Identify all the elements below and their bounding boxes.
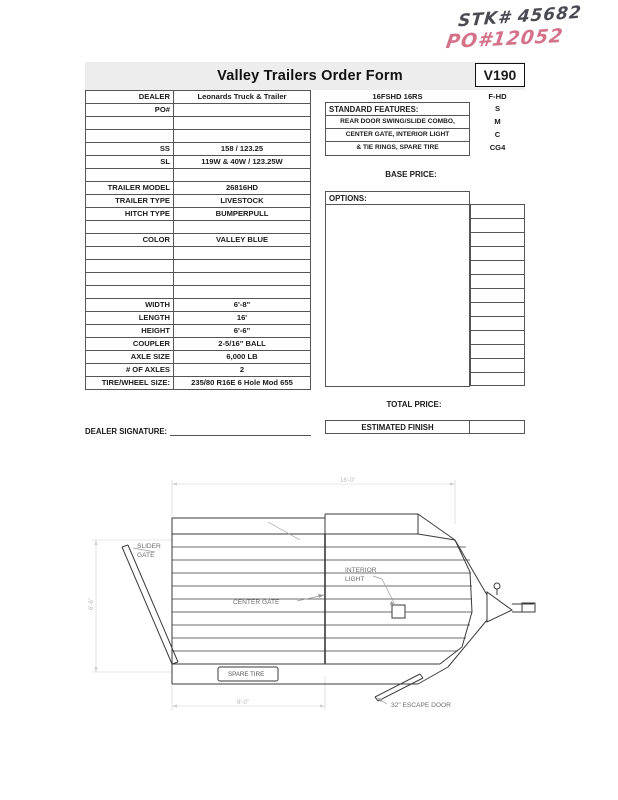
spec-label: SL: [86, 156, 174, 169]
spec-label: [86, 130, 174, 143]
spec-label: SS: [86, 143, 174, 156]
dealer-signature-line[interactable]: [170, 425, 311, 436]
spec-value[interactable]: [174, 273, 311, 286]
handwritten-annotations: [440, 2, 618, 58]
spec-value[interactable]: 26816HD: [174, 182, 311, 195]
estimated-finish-value[interactable]: [470, 420, 525, 434]
option-price-cell[interactable]: [470, 246, 525, 260]
standard-features-box: [325, 102, 470, 156]
form-title-band: [85, 62, 525, 90]
spec-value[interactable]: 16': [174, 312, 311, 325]
option-price-cell[interactable]: [470, 288, 525, 302]
dealer-signature-row: [85, 425, 311, 436]
dealer-signature-label: DEALER SIGNATURE:: [85, 427, 168, 436]
page-title: Valley Trailers Order Form: [217, 68, 403, 84]
table-row: [86, 208, 311, 221]
options-entry-area[interactable]: [325, 191, 470, 387]
handwritten-stock-number: STK# 45682: [457, 2, 583, 32]
options-column: [325, 90, 525, 434]
slider-gate-label-line2: GATE: [137, 552, 155, 559]
version-badge: V190: [475, 63, 525, 87]
table-row: [86, 286, 311, 299]
spec-value[interactable]: 6'-8": [174, 299, 311, 312]
spec-value[interactable]: [174, 104, 311, 117]
spec-table: [85, 90, 311, 390]
spec-value[interactable]: 6'-6": [174, 325, 311, 338]
option-price-cell[interactable]: [470, 316, 525, 330]
interior-light-label-line2: LIGHT: [345, 576, 365, 583]
feature-code-3: C: [494, 130, 501, 139]
table-row: [86, 312, 311, 325]
feature-code-0: F-HD: [488, 91, 507, 101]
interior-light-label-line1: INTERIOR: [345, 567, 377, 574]
model-codes: 16FSHD 16RS: [372, 91, 423, 101]
option-price-cell[interactable]: [470, 344, 525, 358]
options-price-cells: [470, 204, 525, 386]
total-price-label: TOTAL PRICE:: [386, 400, 442, 409]
spec-label: COLOR: [86, 234, 174, 247]
spec-value[interactable]: 158 / 123.25: [174, 143, 311, 156]
spec-label: [86, 169, 174, 182]
table-row: [86, 91, 311, 104]
table-row: [86, 130, 311, 143]
estimated-finish-row: [325, 420, 525, 434]
spec-label: DEALER: [86, 91, 174, 104]
feature-code-2: M: [494, 117, 501, 126]
option-price-cell[interactable]: [470, 274, 525, 288]
option-price-cell[interactable]: [470, 358, 525, 372]
spec-label: [86, 260, 174, 273]
table-row: [86, 299, 311, 312]
spec-label: LENGTH: [86, 312, 174, 325]
table-row: [86, 325, 311, 338]
standard-feature-line: & TIE RINGS, SPARE TIRE: [356, 144, 439, 151]
standard-features-heading: STANDARD FEATURES:: [326, 103, 469, 116]
table-row: [86, 338, 311, 351]
spec-label: WIDTH: [86, 299, 174, 312]
table-row: [86, 364, 311, 377]
table-row: [86, 260, 311, 273]
dimension-height-label: 6'-6": [89, 598, 95, 610]
center-gate-label: CENTER GATE: [233, 599, 280, 606]
spec-label: [86, 273, 174, 286]
interior-light-symbol: [392, 605, 405, 618]
spec-label: TRAILER MODEL: [86, 182, 174, 195]
trailer-slats: [172, 547, 472, 651]
option-price-cell[interactable]: [470, 204, 525, 218]
base-price-label: BASE PRICE:: [385, 170, 437, 179]
spec-value[interactable]: [174, 247, 311, 260]
spec-value[interactable]: BUMPERPULL: [174, 208, 311, 221]
spec-value[interactable]: Leonards Truck & Trailer: [174, 91, 311, 104]
table-row: [86, 221, 311, 234]
model-code-row: [325, 90, 525, 102]
spec-value[interactable]: LIVESTOCK: [174, 195, 311, 208]
option-price-cell[interactable]: [470, 372, 525, 386]
spec-value[interactable]: [174, 221, 311, 234]
table-row: [86, 143, 311, 156]
spec-label: HITCH TYPE: [86, 208, 174, 221]
spec-value[interactable]: 6,000 LB: [174, 351, 311, 364]
table-row: [86, 377, 311, 390]
table-row: [86, 182, 311, 195]
escape-door-label: 32" ESCAPE DOOR: [391, 702, 451, 709]
spec-value[interactable]: 119W & 40W / 123.25W: [174, 156, 311, 169]
spec-label: # OF AXLES: [86, 364, 174, 377]
table-row: [86, 351, 311, 364]
spec-label: AXLE SIZE: [86, 351, 174, 364]
spec-label: TIRE/WHEEL SIZE:: [86, 377, 174, 390]
feature-code-4: CG4: [489, 143, 506, 152]
spec-value[interactable]: [174, 260, 311, 273]
spec-value[interactable]: [174, 169, 311, 182]
option-price-cell[interactable]: [470, 260, 525, 274]
feature-codes-column: [470, 102, 525, 156]
handwritten-po-number: PO#12052: [444, 24, 565, 54]
options-box: [325, 191, 525, 387]
option-price-cell[interactable]: [470, 218, 525, 232]
table-row: [86, 247, 311, 260]
spec-value[interactable]: VALLEY BLUE: [174, 234, 311, 247]
feature-code-1: S: [494, 104, 501, 113]
trailer-technical-drawing: [0, 462, 618, 732]
spec-value[interactable]: [174, 117, 311, 130]
dimension-length: [172, 480, 455, 524]
order-form: [85, 62, 525, 434]
table-row: [86, 195, 311, 208]
spec-value[interactable]: 235/80 R16E 6 Hole Mod 655: [174, 377, 311, 390]
table-row: [86, 117, 311, 130]
option-price-cell[interactable]: [470, 330, 525, 344]
spec-value[interactable]: 2-5/16" BALL: [174, 338, 311, 351]
spec-label: [86, 117, 174, 130]
dimension-length-label: 16'-0": [340, 478, 356, 484]
spec-label: COUPLER: [86, 338, 174, 351]
standard-feature-line: CENTER GATE, INTERIOR LIGHT: [326, 129, 469, 142]
spec-value[interactable]: 2: [174, 364, 311, 377]
spec-value[interactable]: [174, 286, 311, 299]
estimated-finish-label: ESTIMATED FINISH: [325, 420, 470, 434]
table-row: [86, 156, 311, 169]
slider-gate: [122, 545, 178, 664]
form-body: [85, 90, 525, 434]
table-row: [86, 234, 311, 247]
escape-door: [375, 674, 423, 701]
option-price-cell[interactable]: [470, 302, 525, 316]
spec-label: TRAILER TYPE: [86, 195, 174, 208]
table-row: [86, 104, 311, 117]
spec-value[interactable]: [174, 130, 311, 143]
slider-gate-label-line1: SLIDER: [137, 543, 161, 550]
spec-label: PO#: [86, 104, 174, 117]
dimension-height: [92, 540, 172, 672]
spec-label: HEIGHT: [86, 325, 174, 338]
spec-label: [86, 221, 174, 234]
option-price-cell[interactable]: [470, 232, 525, 246]
spec-label: [86, 247, 174, 260]
standard-features-wrap: [325, 102, 525, 156]
spec-label: [86, 286, 174, 299]
options-label: OPTIONS:: [326, 192, 469, 205]
spec-column: [85, 90, 311, 390]
standard-feature-line: REAR DOOR SWING/SLIDE COMBO,: [326, 116, 469, 129]
spare-tire-label: SPARE TIRE: [228, 671, 265, 678]
table-row: [86, 169, 311, 182]
table-row: [86, 273, 311, 286]
dimension-width-label: 8'-0": [237, 700, 249, 706]
